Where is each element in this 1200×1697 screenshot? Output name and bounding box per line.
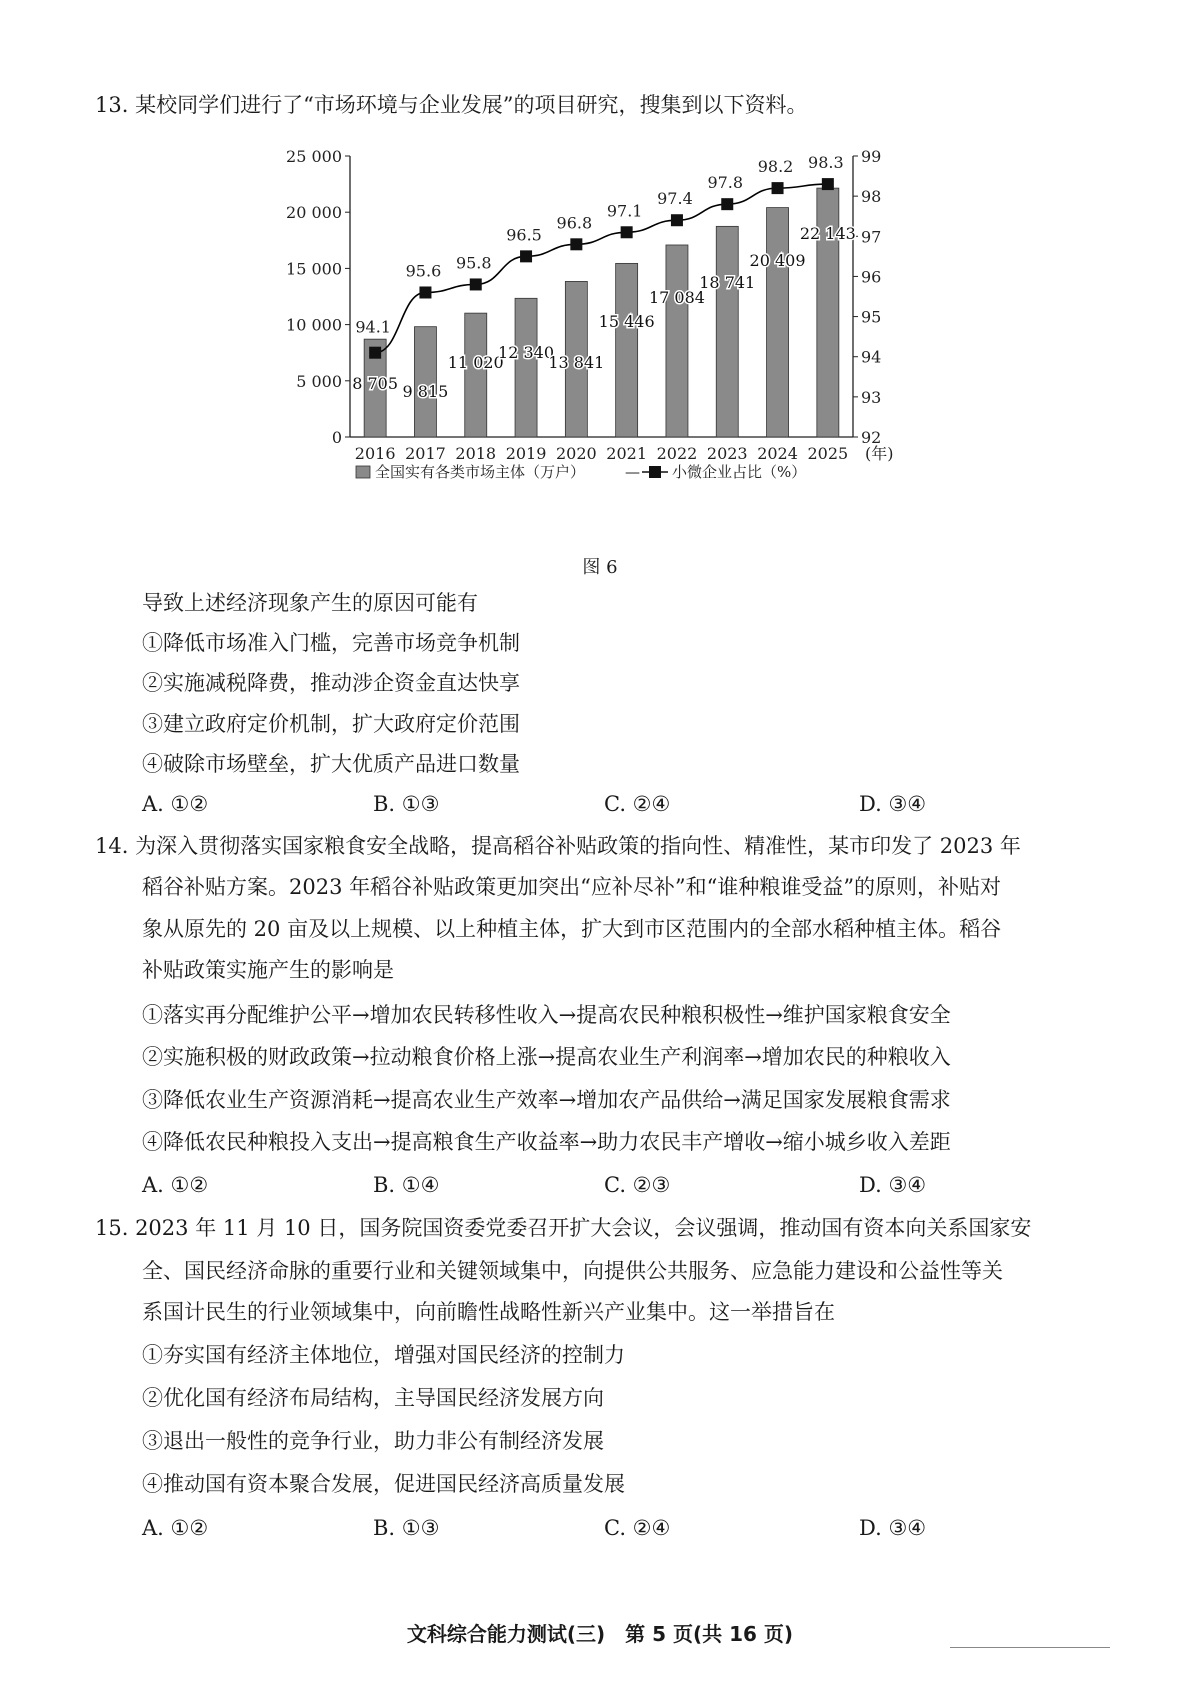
q15-choice-c[interactable]: C. ②④ bbox=[604, 1516, 671, 1540]
x-tick-label: 2019 bbox=[505, 444, 547, 463]
bar-data-label: 20 409 bbox=[749, 251, 806, 270]
bar bbox=[716, 226, 738, 437]
legend-connector: — bbox=[625, 463, 640, 481]
y-left-tick-label: 15 000 bbox=[286, 259, 342, 279]
bar-data-label: 8 705 bbox=[352, 374, 399, 393]
q15-choice-d[interactable]: D. ③④ bbox=[859, 1516, 927, 1540]
q14-option-1: ①落实再分配维护公平→增加农民转移性收入→提高农民种粮积极性→维护国家粮食安全 bbox=[142, 1003, 951, 1027]
y-right-tick-label: 96 bbox=[861, 267, 882, 287]
line-data-label: 96.5 bbox=[506, 225, 542, 245]
x-tick-label: 2017 bbox=[405, 444, 446, 463]
line-marker bbox=[772, 182, 784, 194]
bar-data-label: 9 815 bbox=[402, 382, 449, 401]
line-marker bbox=[470, 278, 482, 290]
q14-choice-a[interactable]: A. ①② bbox=[142, 1173, 209, 1197]
q13-option-3: ③建立政府定价机制，扩大政府定价范围 bbox=[142, 712, 520, 736]
q13-question: 导致上述经济现象产生的原因可能有 bbox=[142, 591, 478, 615]
line-data-label: 95.8 bbox=[455, 253, 492, 273]
line-marker bbox=[621, 226, 633, 238]
y-right-tick-label: 94 bbox=[861, 347, 882, 367]
q13-option-2: ②实施减税降费，推动涉企资金直达快享 bbox=[142, 671, 520, 695]
line-data-label: 97.8 bbox=[707, 173, 744, 193]
bar-data-label: 17 084 bbox=[648, 288, 705, 307]
figure-caption: 图 6 bbox=[582, 557, 618, 578]
line-data-label: 95.6 bbox=[405, 261, 442, 281]
line-marker bbox=[822, 178, 834, 190]
legend-line-marker bbox=[649, 466, 661, 478]
y-right-tick-label: 95 bbox=[861, 307, 882, 327]
q13-stem: 13. 某校同学们进行了“市场环境与企业发展”的项目研究，搜集到以下资料。 bbox=[95, 93, 808, 117]
y-right-tick-label: 98 bbox=[861, 187, 882, 207]
legend-bar-label: 全国实有各类市场主体（万户） bbox=[375, 463, 586, 481]
x-axis-unit: (年) bbox=[865, 444, 894, 463]
q14-option-4: ④降低农民种粮投入支出→提高粮食生产收益率→助力农民丰产增收→缩小城乡收入差距 bbox=[142, 1130, 951, 1154]
line-data-label: 96.8 bbox=[556, 213, 593, 233]
line-marker bbox=[419, 286, 431, 298]
y-left-tick-label: 20 000 bbox=[286, 203, 342, 223]
bar-data-label: 12 340 bbox=[498, 343, 555, 362]
bar bbox=[515, 298, 537, 437]
bar-data-label: 13 841 bbox=[548, 353, 605, 372]
y-left-tick-label: 25 000 bbox=[286, 147, 342, 166]
q14-option-3: ③降低农业生产资源消耗→提高农业生产效率→增加农产品供给→满足国家发展粮食需求 bbox=[142, 1088, 951, 1112]
q14-stem-line-2: 稻谷补贴方案。2023 年稻谷补贴政策更加突出“应补尽补”和“谁种粮谁受益”的原则，补贴对 bbox=[142, 875, 1002, 899]
q15-option-3: ③退出一般性的竞争行业，助力非公有制经济发展 bbox=[142, 1429, 604, 1453]
bar-data-label: 11 020 bbox=[447, 353, 504, 372]
q13-choice-b[interactable]: B. ①③ bbox=[373, 792, 440, 816]
x-tick-label: 2020 bbox=[555, 444, 597, 463]
x-tick-label: 2024 bbox=[757, 444, 798, 463]
q13-option-4: ④破除市场壁垒，扩大优质产品进口数量 bbox=[142, 752, 520, 776]
y-right-tick-label: 99 bbox=[861, 147, 882, 166]
bar-data-label: 22 143 bbox=[799, 224, 856, 243]
x-tick-label: 2022 bbox=[656, 444, 698, 463]
x-tick-label: 2023 bbox=[706, 444, 748, 463]
legend-line-label: 小微企业占比（%） bbox=[672, 463, 807, 481]
line-data-label: 97.1 bbox=[606, 201, 643, 221]
q14-choice-d[interactable]: D. ③④ bbox=[859, 1173, 927, 1197]
q13-choice-c[interactable]: C. ②④ bbox=[604, 792, 671, 816]
q14-choice-c[interactable]: C. ②③ bbox=[604, 1173, 671, 1197]
q13-choice-a[interactable]: A. ①② bbox=[142, 792, 209, 816]
line-marker bbox=[570, 238, 582, 250]
q15-choice-a[interactable]: A. ①② bbox=[142, 1516, 209, 1540]
line-marker bbox=[520, 250, 532, 262]
line-data-label: 97.4 bbox=[657, 189, 693, 209]
line-marker bbox=[369, 347, 381, 359]
q14-option-2: ②实施积极的财政政策→拉动粮食价格上涨→提高农业生产利润率→增加农民的种粮收入 bbox=[142, 1045, 951, 1069]
figure-6-chart bbox=[270, 138, 930, 498]
y-right-tick-label: 93 bbox=[861, 387, 882, 407]
q14-stem-line-1: 14. 为深入贯彻落实国家粮食安全战略，提高稻谷补贴政策的指向性、精准性，某市印发了 2023 年 bbox=[95, 834, 1021, 858]
q14-stem-line-3: 象从原先的 20 亩及以上规模、以上种植主体，扩大到市区范围内的全部水稻种植主体。稻谷 bbox=[142, 917, 1002, 941]
q13-choice-d[interactable]: D. ③④ bbox=[859, 792, 927, 816]
line-marker bbox=[671, 214, 683, 226]
x-tick-label: 2016 bbox=[354, 444, 396, 463]
page-footer: 文科综合能力测试(三) 第 5 页(共 16 页) bbox=[406, 1622, 794, 1646]
legend-bar-swatch bbox=[356, 466, 370, 478]
q13-option-1: ①降低市场准入门槛，完善市场竞争机制 bbox=[142, 631, 520, 655]
y-left-tick-label: 10 000 bbox=[286, 315, 342, 335]
bar bbox=[767, 208, 789, 437]
y-right-tick-label: 92 bbox=[861, 428, 882, 447]
q14-stem-line-4: 补贴政策实施产生的影响是 bbox=[142, 958, 394, 982]
q15-option-2: ②优化国有经济布局结构，主导国民经济发展方向 bbox=[142, 1386, 604, 1410]
line-data-label: 94.1 bbox=[355, 317, 391, 337]
x-tick-label: 2021 bbox=[606, 444, 648, 463]
bar bbox=[616, 263, 638, 437]
q14-choice-b[interactable]: B. ①④ bbox=[373, 1173, 440, 1197]
bar-data-label: 15 446 bbox=[598, 312, 655, 331]
q15-choice-b[interactable]: B. ①③ bbox=[373, 1516, 440, 1540]
line-data-label: 98.2 bbox=[757, 157, 794, 177]
line-data-label: 98.3 bbox=[808, 153, 844, 173]
q15-option-4: ④推动国有资本聚合发展，促进国民经济高质量发展 bbox=[142, 1472, 625, 1496]
bar bbox=[666, 245, 688, 437]
bar bbox=[465, 313, 487, 437]
line-marker bbox=[721, 198, 733, 210]
q15-stem-line-1: 15. 2023 年 11 月 10 日，国务院国资委党委召开扩大会议，会议强调，推动国有资本向关系国家安 bbox=[95, 1216, 1032, 1240]
footer-divider bbox=[950, 1647, 1110, 1648]
q15-option-1: ①夯实国有经济主体地位，增强对国民经济的控制力 bbox=[142, 1343, 625, 1367]
y-left-tick-label: 5 000 bbox=[296, 371, 342, 391]
y-left-tick-label: 0 bbox=[331, 428, 342, 447]
bar-data-label: 18 741 bbox=[699, 273, 756, 292]
q15-stem-line-2: 全、国民经济命脉的重要行业和关键领域集中，向提供公共服务、应急能力建设和公益性等关 bbox=[142, 1259, 1003, 1283]
q15-stem-line-3: 系国计民生的行业领域集中，向前瞻性战略性新兴产业集中。这一举措旨在 bbox=[142, 1300, 835, 1324]
x-tick-label: 2025 bbox=[807, 444, 849, 463]
x-tick-label: 2018 bbox=[455, 444, 497, 463]
y-right-tick-label: 97 bbox=[861, 227, 882, 247]
